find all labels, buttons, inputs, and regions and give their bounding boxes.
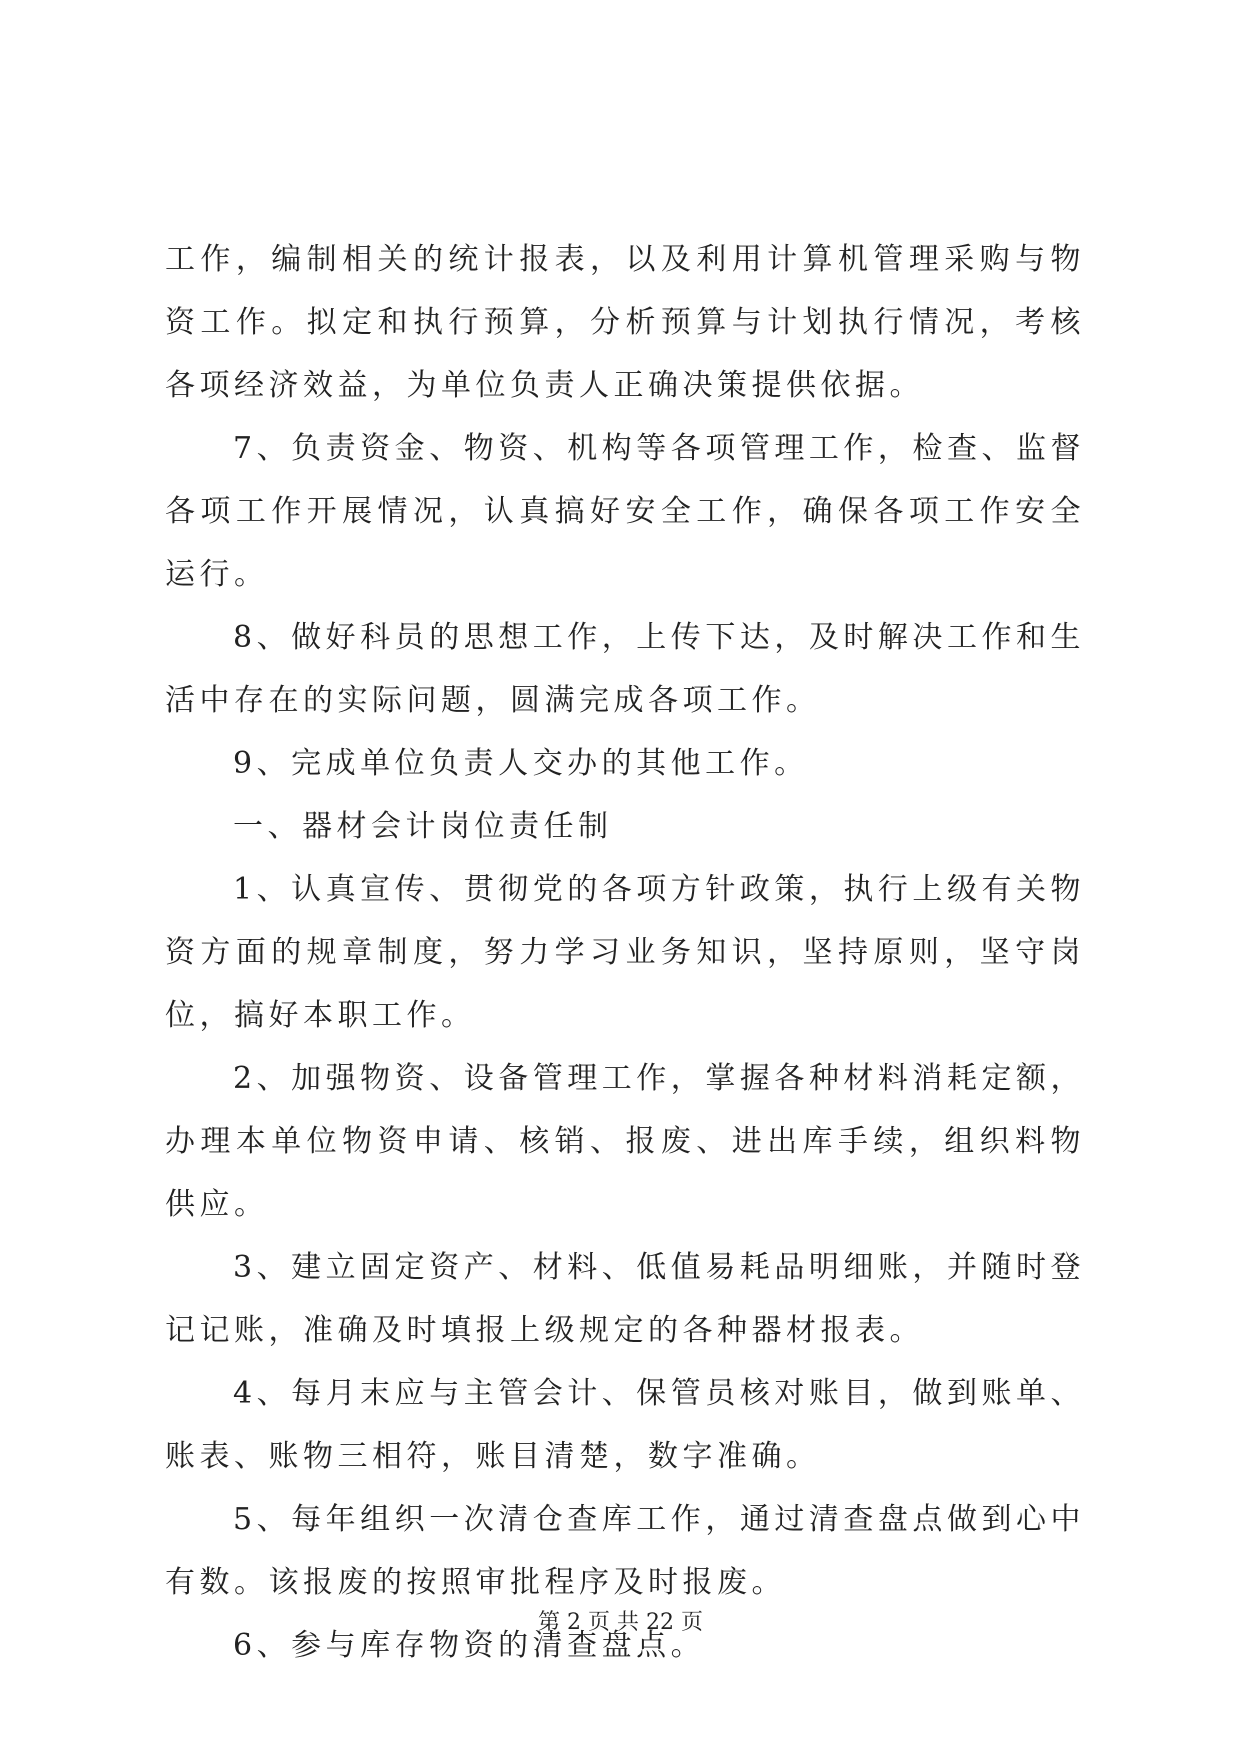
document-body: [165, 228, 1085, 1677]
paragraph-item-9: 9、完成单位负责人交办的其他工作。: [233, 746, 809, 781]
paragraph-item-5: 5、每年组织一次清仓查库工作，通过清查盘点做到心中有数。该报废的按照审批程序及时报废。: [165, 1502, 1085, 1600]
paragraph-item-1: 1、认真宣传、贯彻党的各项方针政策，执行上级有关物资方面的规章制度，努力学习业务知识，坚持原则，坚守岗位，搞好本职工作。: [165, 872, 1085, 1033]
paragraph-item-2: 2、加强物资、设备管理工作，掌握各种材料消耗定额，办理本单位物资申请、核销、报废、进出库手续，组织料物供应。: [165, 1061, 1085, 1222]
paragraph-item-8: 8、做好科员的思想工作，上传下达，及时解决工作和生活中存在的实际问题，圆满完成各项工作。: [165, 620, 1085, 718]
paragraph-item-4: 4、每月末应与主管会计、保管员核对账目，做到账单、账表、账物三相符，账目清楚，数字准确。: [165, 1376, 1085, 1474]
page-footer: 第 2 页 共 22 页: [538, 1610, 703, 1635]
paragraph-item-3: 3、建立固定资产、材料、低值易耗品明细账，并随时登记记账，准确及时填报上级规定的各种器材报表。: [165, 1250, 1085, 1348]
paragraph-item-6: 6、参与库存物资的清查盘点。: [233, 1628, 706, 1663]
paragraph-item-7: 7、负责资金、物资、机构等各项管理工作，检查、监督各项工作开展情况，认真搞好安全工作，确保各项工作安全运行。: [165, 431, 1085, 592]
paragraph-continuation: 工作，编制相关的统计报表，以及利用计算机管理采购与物资工作。拟定和执行预算，分析预算与计划执行情况，考核各项经济效益，为单位负责人正确决策提供依据。: [165, 242, 1085, 403]
section-heading: 一、器材会计岗位责任制: [233, 809, 613, 844]
